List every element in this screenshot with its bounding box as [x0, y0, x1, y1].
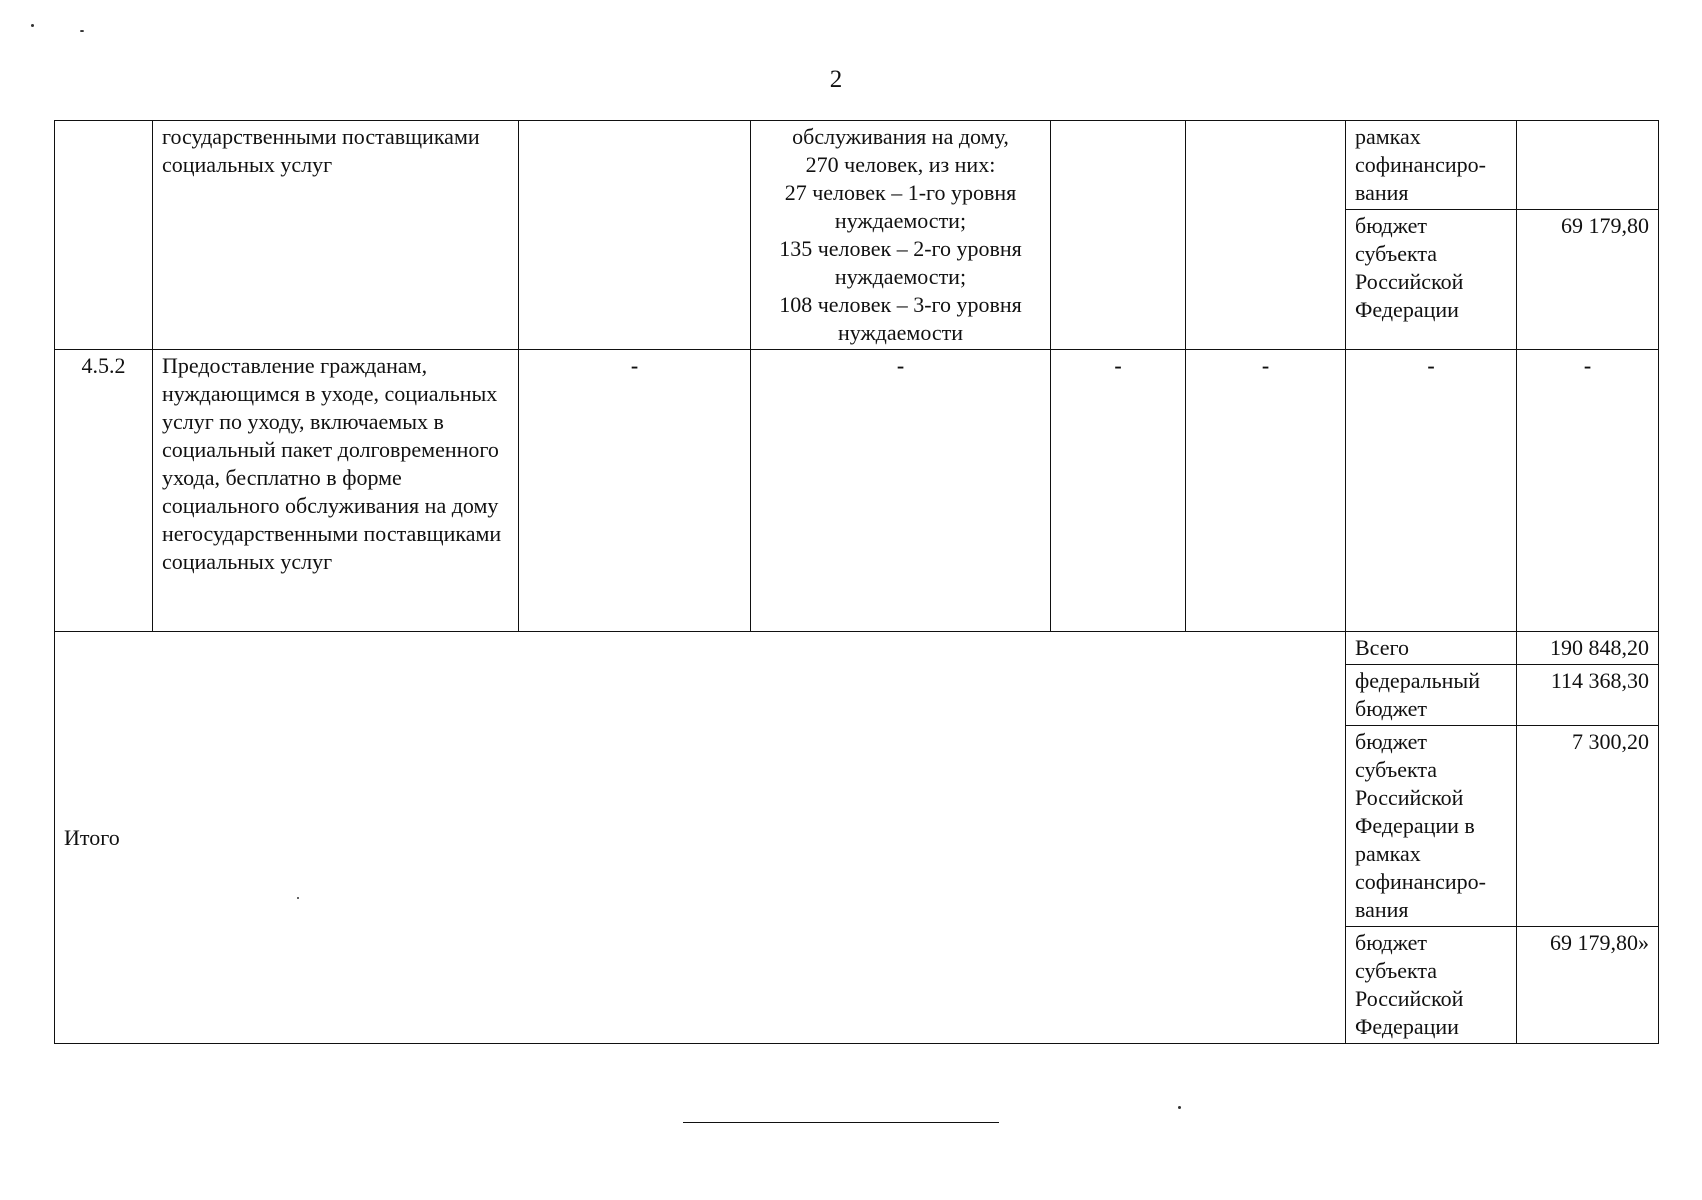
- total-source: бюджет субъекта Российской Федерации в рамках софинансиро-вания: [1346, 726, 1517, 927]
- cell-dash: -: [1517, 350, 1659, 632]
- total-amount: 190 848,20: [1517, 632, 1659, 665]
- cell-number-empty: [55, 121, 153, 350]
- cell-empty: [1051, 121, 1186, 350]
- cell-source-regional: бюджет субъекта Российской Федерации: [1346, 210, 1517, 350]
- total-source: федеральный бюджет: [1346, 665, 1517, 726]
- service-line: 108 человек – 3-го уровня нуждаемости: [779, 292, 1022, 345]
- cell-service-description: [751, 121, 1051, 350]
- service-line: 135 человек – 2-го уровня нуждаемости;: [779, 236, 1022, 289]
- total-source: Всего: [1346, 632, 1517, 665]
- scan-speck: [31, 24, 34, 27]
- cell-number: 4.5.2: [55, 350, 153, 632]
- scan-speck: [80, 30, 84, 32]
- cell-amount-regional: 69 179,80: [1517, 210, 1659, 350]
- budget-table: [54, 120, 1659, 1044]
- cell-dash: -: [519, 350, 751, 632]
- total-label: Итого: [55, 632, 1346, 1044]
- cell-dash: -: [1186, 350, 1346, 632]
- service-line: 27 человек – 1-го уровня нуждаемости;: [784, 180, 1017, 233]
- table-row-total: [55, 632, 1659, 665]
- scan-speck: [1178, 1106, 1181, 1109]
- end-of-document-line: [683, 1122, 999, 1123]
- cell-dash: -: [1051, 350, 1186, 632]
- total-amount: 7 300,20: [1517, 726, 1659, 927]
- page-number: 2: [829, 66, 843, 93]
- table-row-4-5-2: [55, 350, 1659, 632]
- total-amount: 69 179,80»: [1517, 927, 1659, 1044]
- service-line: обслуживания на дому,: [792, 124, 1009, 149]
- cell-name: Предоставление гражданам, нуждающимся в уходе, социальных услуг по уходу, включаемых в социальный пакет долговременного ухода, бесплатно в форме социального обслуживания на дому негосударственными поставщиками социальных услуг: [153, 350, 519, 632]
- table-row-continuation: [55, 121, 1659, 210]
- cell-amount-empty: [1517, 121, 1659, 210]
- total-amount: 114 368,30: [1517, 665, 1659, 726]
- cell-name-continuation: государственными поставщиками социальных услуг: [153, 121, 519, 350]
- cell-empty: [519, 121, 751, 350]
- total-source: бюджет субъекта Российской Федерации: [1346, 927, 1517, 1044]
- cell-source-cofinancing-tail: рамках софинансиро-вания: [1346, 121, 1517, 210]
- cell-dash: -: [751, 350, 1051, 632]
- service-line: 270 человек, из них:: [805, 152, 996, 177]
- cell-dash: -: [1346, 350, 1517, 632]
- cell-empty: [1186, 121, 1346, 350]
